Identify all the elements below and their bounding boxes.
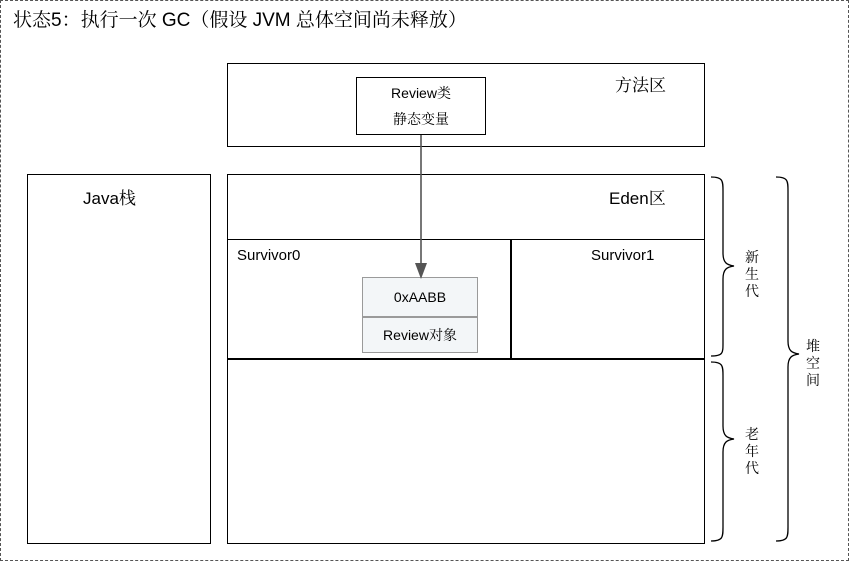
java-stack-box (27, 174, 211, 544)
static-variable-label: 静态变量 (393, 111, 449, 127)
object-name-box: Review对象 (362, 317, 478, 353)
young-generation-label: 新生代 (745, 249, 759, 299)
survivor0-label: Survivor0 (237, 247, 301, 264)
diagram-title: 状态5：执行一次 GC（假设 JVM 总体空间尚未释放） (13, 10, 467, 31)
heap-space-brace (776, 177, 799, 541)
eden-label: Eden区 (609, 189, 666, 208)
static-class-label: Review类 (391, 85, 451, 101)
static-variable-box (356, 77, 486, 135)
java-stack-label: Java栈 (83, 189, 136, 208)
old-generation-box (227, 359, 705, 544)
survivor1-label: Survivor1 (591, 247, 655, 264)
young-generation-brace (711, 177, 734, 356)
old-generation-brace (711, 362, 734, 541)
old-generation-label: 老年代 (745, 426, 759, 476)
heap-space-label: 堆空间 (806, 338, 820, 388)
method-area-label: 方法区 (615, 76, 666, 95)
object-address-box: 0xAABB (362, 277, 478, 317)
